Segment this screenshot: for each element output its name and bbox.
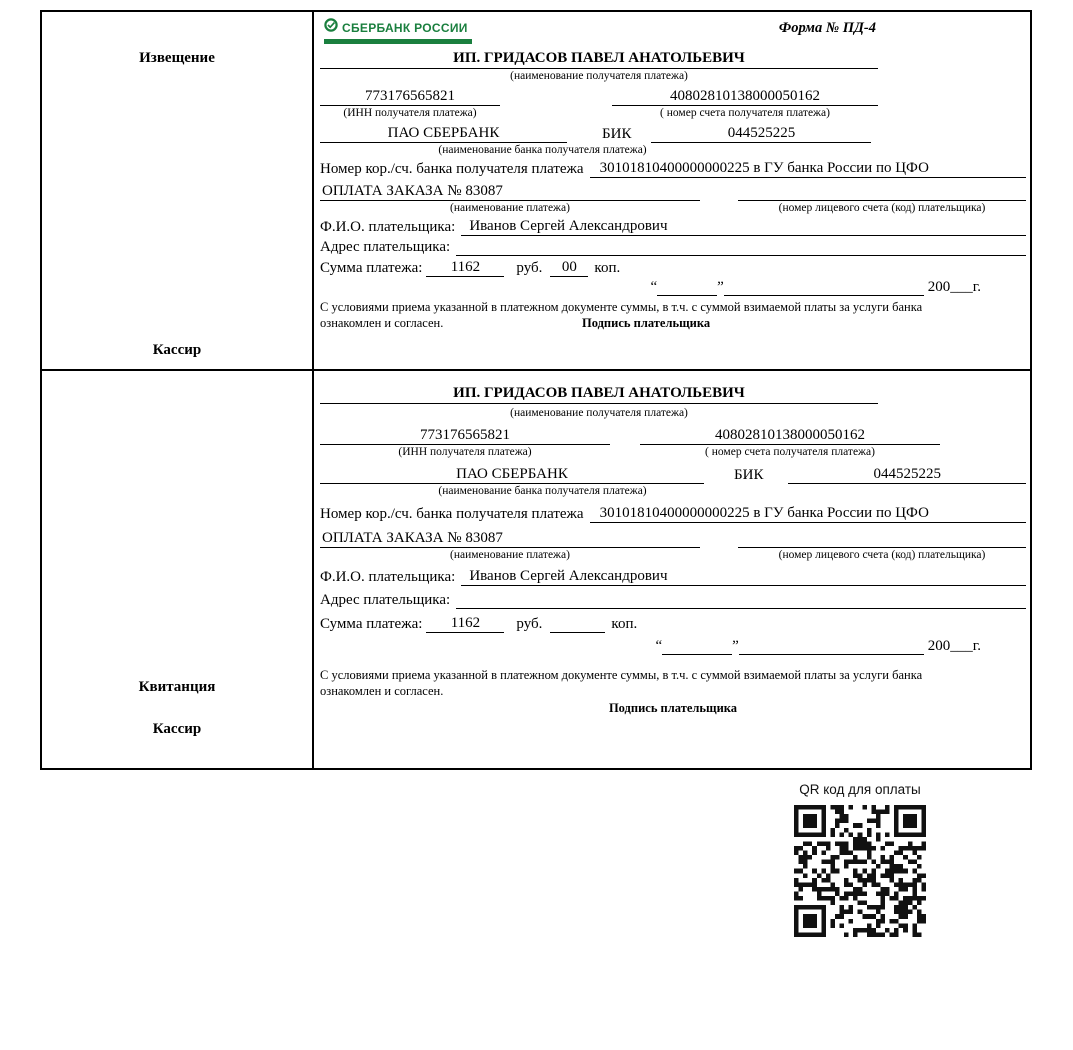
sum-row — [320, 615, 1026, 633]
sberbank-logo-banner — [324, 39, 472, 44]
date-row — [320, 279, 1026, 296]
receipt-form-area — [314, 371, 1030, 768]
payment-purpose-value: ОПЛАТА ЗАКАЗА № 83087 — [320, 183, 700, 201]
sum-label: Сумма платежа: — [320, 260, 423, 276]
qr-code — [794, 805, 926, 937]
purpose-row — [320, 530, 1026, 548]
quote-close: ” — [732, 638, 739, 654]
date-day-blank — [657, 295, 717, 296]
payee-name-caption: (наименование получателя платежа) — [510, 407, 688, 419]
signature-label: Подпись плательщика — [582, 316, 711, 330]
qr-section — [785, 782, 935, 942]
payer-name-value: Иванов Сергей Александрович — [461, 218, 1026, 236]
rub-label: руб. — [516, 260, 543, 276]
notice-left-column — [42, 12, 314, 369]
inn-account-row — [320, 88, 1026, 106]
purpose-row — [320, 183, 1026, 201]
date-row — [320, 638, 1026, 655]
bik-value: 044525225 — [651, 125, 871, 143]
account-caption: ( номер счета получателя платежа) — [660, 107, 830, 119]
notice-cashier-label: Кассир — [152, 342, 202, 358]
date-day-blank — [662, 654, 732, 655]
inn-account-row — [320, 427, 1026, 445]
payer-address-label: Адрес плательщика: — [320, 239, 451, 255]
bik-label: БИК — [734, 467, 764, 483]
inn-account-captions — [320, 445, 1026, 459]
payer-name-row — [320, 568, 1026, 586]
date-month-blank — [724, 295, 924, 296]
sum-kop-blank — [550, 632, 605, 633]
payer-address-row — [320, 592, 1026, 609]
inn-account-captions — [320, 106, 1026, 120]
bank-row — [320, 125, 1026, 143]
account-value: 40802810138000050162 — [612, 88, 878, 106]
inn-value: 773176565821 — [320, 88, 500, 106]
payer-address-blank-field — [456, 608, 1026, 609]
inn-value: 773176565821 — [320, 427, 610, 445]
account-caption: ( номер счета получателя платежа) — [705, 446, 875, 458]
kop-label: коп. — [611, 616, 638, 632]
receipt-section — [40, 371, 1032, 770]
payer-name-label: Ф.И.О. плательщика: — [320, 219, 456, 235]
account-value: 40802810138000050162 — [640, 427, 940, 445]
receipt-title: Квитанция — [138, 679, 216, 695]
notice-section — [40, 10, 1032, 371]
kop-label: коп. — [594, 260, 621, 276]
notice-form-area — [314, 12, 1030, 369]
agreement-text: С условиями приема указанной в платежном документе суммы, в т.ч. с суммой взимаемой платы за услуги банка ознакомлен и согласен. — [320, 668, 923, 698]
corr-account-value: 30101810400000000225 в ГУ банка России по ЦФО — [590, 160, 1026, 178]
year-label: 200___г. — [927, 279, 981, 295]
sum-rub-value: 1162 — [426, 259, 504, 277]
payer-address-row — [320, 239, 1026, 256]
corr-account-row — [320, 505, 1026, 523]
sum-rub-value: 1162 — [426, 615, 504, 633]
inn-caption: (ИНН получателя платежа) — [398, 446, 532, 458]
sberbank-logo — [324, 18, 472, 44]
purpose-captions — [320, 201, 1026, 215]
payee-name: ИП. ГРИДАСОВ ПАВЕЛ АНАТОЛЬЕВИЧ — [320, 50, 878, 69]
year-label: 200___г. — [927, 638, 981, 654]
purpose-caption: (наименование платежа) — [450, 549, 570, 561]
agreement-text: С условиями приема указанной в платежном документе суммы, в т.ч. с суммой взимаемой платы за услуги банка ознакомлен и согласен. — [320, 300, 923, 330]
bank-row — [320, 466, 1026, 484]
sum-kop-value: 00 — [550, 259, 588, 277]
purpose-caption: (наименование платежа) — [450, 202, 570, 214]
payer-name-label: Ф.И.О. плательщика: — [320, 569, 456, 585]
corr-account-label: Номер кор./сч. банка получателя платежа — [320, 506, 584, 522]
payer-name-value: Иванов Сергей Александрович — [461, 568, 1026, 586]
corr-account-row — [320, 160, 1026, 178]
purpose-captions — [320, 548, 1026, 562]
form-number-label: Форма № ПД-4 — [778, 20, 876, 36]
quote-open: “ — [650, 279, 658, 295]
agreement-block — [320, 299, 1026, 331]
payment-purpose-value: ОПЛАТА ЗАКАЗА № 83087 — [320, 530, 700, 548]
payee-name: ИП. ГРИДАСОВ ПАВЕЛ АНАТОЛЬЕВИЧ — [320, 385, 878, 404]
bank-name-value: ПАО СБЕРБАНК — [320, 466, 704, 484]
bank-name-value: ПАО СБЕРБАНК — [320, 125, 567, 143]
bank-caption: (наименование банка получателя платежа) — [438, 485, 647, 497]
personal-account-caption: (номер лицевого счета (код) плательщика) — [778, 549, 986, 561]
notice-title: Извещение — [139, 50, 215, 66]
payer-address-blank-field — [456, 255, 1026, 256]
date-month-blank — [739, 654, 924, 655]
corr-account-label: Номер кор./сч. банка получателя платежа — [320, 161, 584, 177]
bik-value: 044525225 — [788, 466, 1026, 484]
signature-label: Подпись плательщика — [608, 701, 738, 715]
sum-row — [320, 259, 1026, 277]
notice-header-row — [320, 18, 1026, 50]
pd4-document — [40, 10, 1032, 770]
quote-open: “ — [655, 638, 663, 654]
payer-name-row — [320, 218, 1026, 236]
bank-caption: (наименование банка получателя платежа) — [438, 144, 647, 156]
sberbank-logo-icon — [324, 18, 338, 37]
agreement-block — [320, 667, 1026, 699]
sberbank-logo-text: СБЕРБАНК РОССИИ — [342, 20, 468, 35]
corr-account-value: 30101810400000000225 в ГУ банка России по ЦФО — [590, 505, 1026, 523]
bik-label: БИК — [602, 126, 632, 142]
quote-close: ” — [717, 279, 724, 295]
inn-caption: (ИНН получателя платежа) — [343, 107, 477, 119]
receipt-left-column — [42, 371, 314, 768]
sum-label: Сумма платежа: — [320, 616, 423, 632]
qr-label: QR код для оплаты — [799, 782, 921, 797]
receipt-cashier-label: Кассир — [152, 721, 202, 737]
payee-name-caption: (наименование получателя платежа) — [510, 70, 688, 82]
personal-account-caption: (номер лицевого счета (код) плательщика) — [778, 202, 986, 214]
rub-label: руб. — [516, 616, 543, 632]
payer-address-label: Адрес плательщика: — [320, 592, 451, 608]
